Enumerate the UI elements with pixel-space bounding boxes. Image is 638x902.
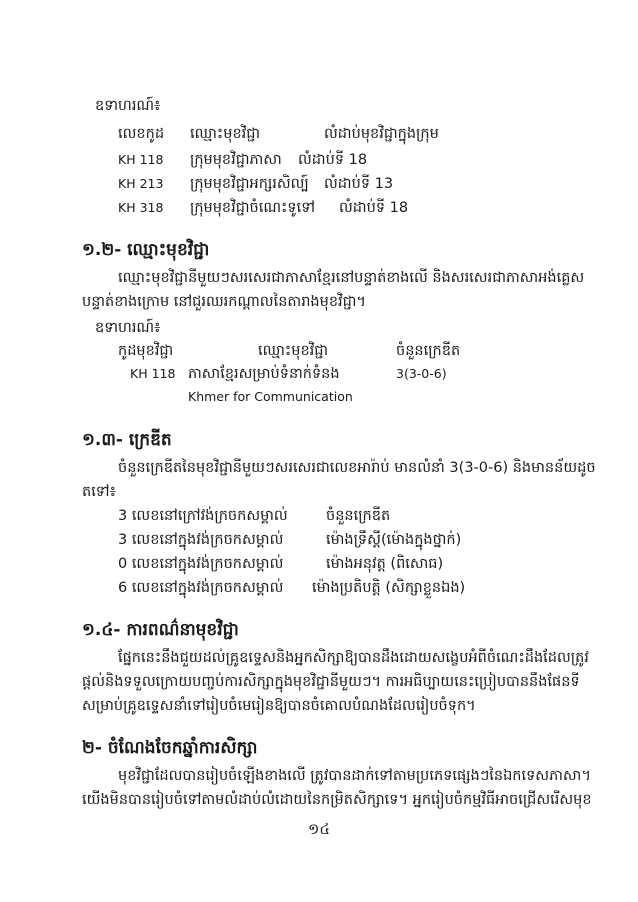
section-1-3-paragraph-line1: ចំនួនក្រេឌីតនៃមុខវិជ្ជានីមួយៗសរសេរជាលេខអារ៉ាប់ មានលំនាំ 3(3-0-6) និងមានន័យដូច	[118, 460, 596, 476]
row-order: លំដាប់ទី 13	[324, 176, 394, 192]
row-name-en: Khmer for Communication	[188, 389, 353, 404]
section-1-3-paragraph-line2: តទៅ៖	[82, 484, 116, 500]
credit-item-right: ចំនួនក្រេឌីត	[326, 508, 391, 524]
page-number: ១៤	[308, 820, 330, 838]
header-code: លេខកូដ	[118, 126, 165, 142]
credit-item-left: 3 លេខនៅក្នុងវង់ក្រចកសម្គាល់	[118, 532, 284, 548]
section-1-4-line3: សម្រាប់គ្រូឧទ្ទេសនាំទៅរៀបចំមេរៀនឱ្យបានចំគោលបំណងដែលរៀបចំទុក។	[82, 698, 476, 714]
credit-item-left: 0 លេខនៅក្នុងវង់ក្រចកសម្គាល់	[118, 556, 284, 572]
row-code: KH 213	[118, 176, 164, 191]
header-name: ឈ្មោះមុខវិជ្ជា	[258, 343, 329, 359]
row-code: KH 118	[130, 366, 176, 381]
row-credits: 3(3-0-6)	[396, 366, 447, 381]
header-code: កូដមុខវិជ្ជា	[118, 343, 174, 359]
header-name: ឈ្មោះមុខវិជ្ជា	[190, 126, 261, 142]
row-group: ក្រុមមុខវិជ្ជាអក្សរសិល្ប៍	[190, 176, 309, 192]
section-1-2-example-label: ឧទាហរណ៍៖	[95, 320, 161, 336]
header-order: លំដាប់មុខវិជ្ជាក្នុងក្រុម	[324, 126, 439, 142]
credit-item-left: 6 លេខនៅក្នុងវង់ក្រចកសម្គាល់	[118, 580, 284, 596]
section-2-title: ២- ចំណែងចែកឆ្នាំការសិក្សា	[82, 738, 258, 758]
section-1-3-title: ១.៣- ក្រេឌីត	[82, 430, 172, 450]
credit-item-right: ម៉ោងអនុវត្ត (ពិសោធ)	[326, 556, 444, 572]
credit-item-right: ម៉ោងប្រតិបត្តិ (សិក្សាខ្លួនឯង)	[312, 580, 466, 596]
row-group: ក្រុមមុខវិជ្ជាចំណេះទូទៅ	[190, 200, 316, 216]
credit-item-left: 3 លេខនៅក្រៅវង់ក្រចកសម្គាល់	[118, 508, 288, 524]
section-1-2-paragraph-line1: ឈ្មោះមុខវិជ្ជានីមួយៗសរសេរជាភាសាខ្មែរនៅបន្ទាត់ខាងលើ និងសរសេរជាភាសាអង់គ្លេស	[118, 270, 585, 286]
row-name-kh: ភាសាខ្មែរសម្រាប់ទំនាក់ទំនង	[188, 366, 340, 382]
section-2-line1: មុខវិជ្ជាដែលបានរៀបចំឡើងខាងលើ ត្រូវបានដាក់ទៅតាមប្រភេទផ្សេងៗនៃឯកទេសភាសា។	[118, 768, 591, 784]
section-1-2-title: ១.២- ឈ្មោះមុខវិជ្ជា	[82, 240, 210, 260]
section-1-4-line2: ផ្ដល់និងទទួលក្រោយបញ្ចប់ការសិក្សាក្នុងមុខវិជ្ជានីមួយៗ។ ការអធិប្បាយនេះប្រៀបបាននឹងផែនទី	[82, 674, 580, 690]
row-code: KH 118	[118, 152, 164, 167]
example-label: ឧទាហរណ៍៖	[95, 98, 161, 114]
row-order: លំដាប់ទី 18	[339, 200, 409, 216]
header-credits: ចំនួនក្រេឌីត	[396, 343, 461, 359]
section-1-4-title: ១.៤- ការពណ៌នាមុខវិជ្ជា	[82, 620, 239, 640]
credit-item-right: ម៉ោងទ្រឹស្ដី(ម៉ោងក្នុងថ្នាក់)	[326, 532, 462, 548]
row-order: លំដាប់ទី 18	[298, 152, 368, 168]
row-code: KH 318	[118, 200, 164, 215]
section-1-4-line1: ផ្នែកនេះនឹងជួយដល់គ្រូឧទ្ទេសនិងអ្នកសិក្សាឱ្យបានដឹងដោយសង្ខេបអំពីចំណេះដឹងដែលត្រូវ	[118, 650, 589, 666]
row-group: ក្រុមមុខវិជ្ជាភាសា	[190, 152, 282, 168]
section-1-2-paragraph-line2: បន្ទាត់ខាងក្រោម នៅជួរឈរកណ្ដាលនៃតារាងមុខវិជ្ជា។	[82, 294, 366, 310]
section-2-line2: យើងមិនបានរៀបចំទៅតាមលំដាប់លំដោយនៃកម្រិតសិក្សាទេ។ អ្នករៀបចំកម្មវិធីអាចជ្រើសរើសមុខ	[82, 792, 592, 808]
